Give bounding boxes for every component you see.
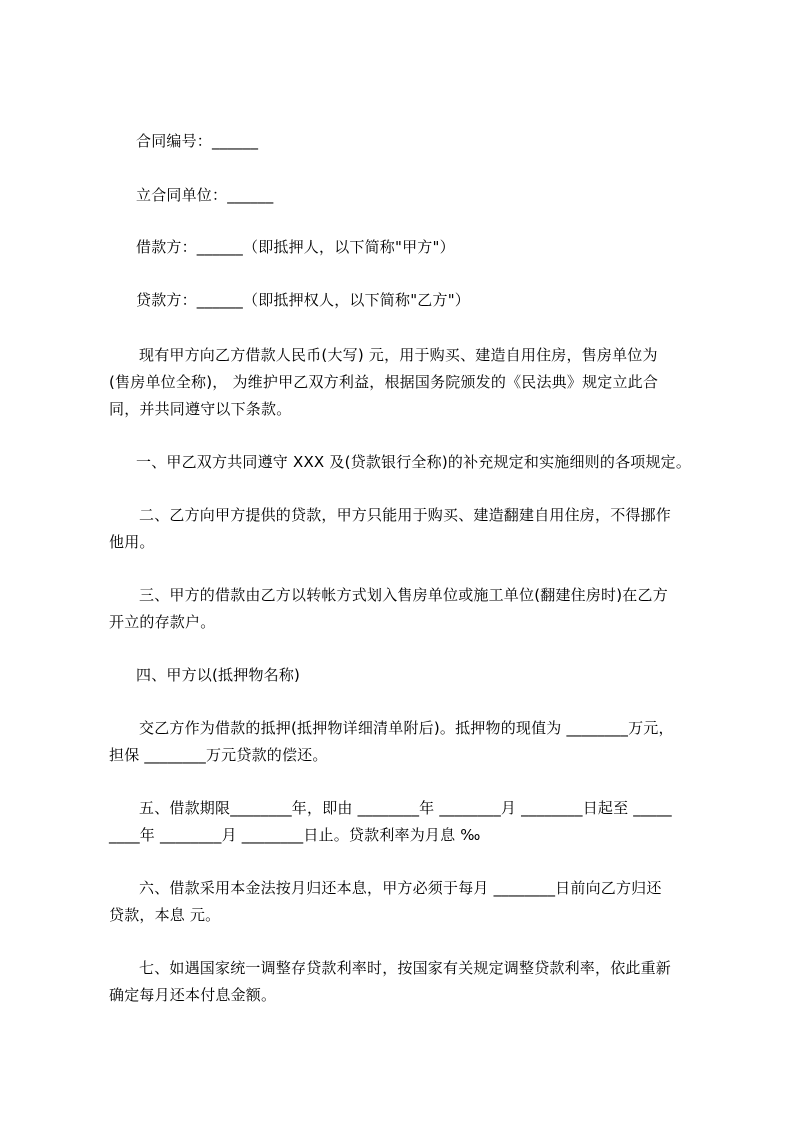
clause-5-line-1: 五、借款期限________年，即由 ________年 ________月 ________日起至 _____: [139, 799, 672, 817]
lender-line: 贷款方：______（即抵押权人，以下简称"乙方"）: [136, 291, 471, 309]
clause-2-line-2: 他用。: [109, 533, 155, 551]
clause-1: 一、甲乙双方共同遵守 XXX 及(贷款银行全称)的补充规定和实施细则的各项规定。: [136, 453, 692, 471]
clause-4-line-1: 四、甲方以(抵押物名称): [136, 666, 301, 684]
clause-3-line-2: 开立的存款户。: [109, 613, 216, 631]
preamble-line-1: 现有甲方向乙方借款人民币(大写) 元，用于购买、建造自用住房，售房单位为: [139, 346, 658, 364]
clause-7-line-1: 七、如遇国家统一调整存贷款利率时，按国家有关规定调整贷款利率，依此重新: [139, 959, 672, 977]
contract-number-line: 合同编号：______: [136, 132, 259, 150]
clause-4b-line-1: 交乙方作为借款的抵押(抵押物详细清单附后)。抵押物的现值为 ________万元，: [139, 719, 674, 737]
contracting-unit-line: 立合同单位：______: [136, 186, 274, 204]
borrower-line: 借款方：______（即抵押人，以下简称"甲方"）: [136, 238, 455, 256]
clause-2-line-1: 二、乙方向甲方提供的贷款，甲方只能用于购买、建造翻建自用住房，不得挪作: [139, 506, 672, 524]
clause-6-line-2: 贷款，本息 元。: [109, 906, 221, 924]
preamble-line-2: (售房单位全称)， 为维护甲乙双方利益，根据国务院颁发的《民法典》规定立此合: [109, 373, 659, 391]
clause-5-line-2: ____年 ________月 ________日止。贷款利率为月息 ‰: [109, 826, 481, 844]
clause-6-line-1: 六、借款采用本金法按月归还本息，甲方必须于每月 ________日前向乙方归还: [139, 879, 662, 897]
preamble-line-3: 同，并共同遵守以下条款。: [109, 400, 292, 418]
clause-4b-line-2: 担保 ________万元贷款的偿还。: [109, 746, 328, 764]
clause-3-line-1: 三、甲方的借款由乙方以转帐方式划入售房单位或施工单位(翻建住房时)在乙方: [139, 586, 668, 604]
clause-7-line-2: 确定每月还本付息金额。: [109, 986, 277, 1004]
